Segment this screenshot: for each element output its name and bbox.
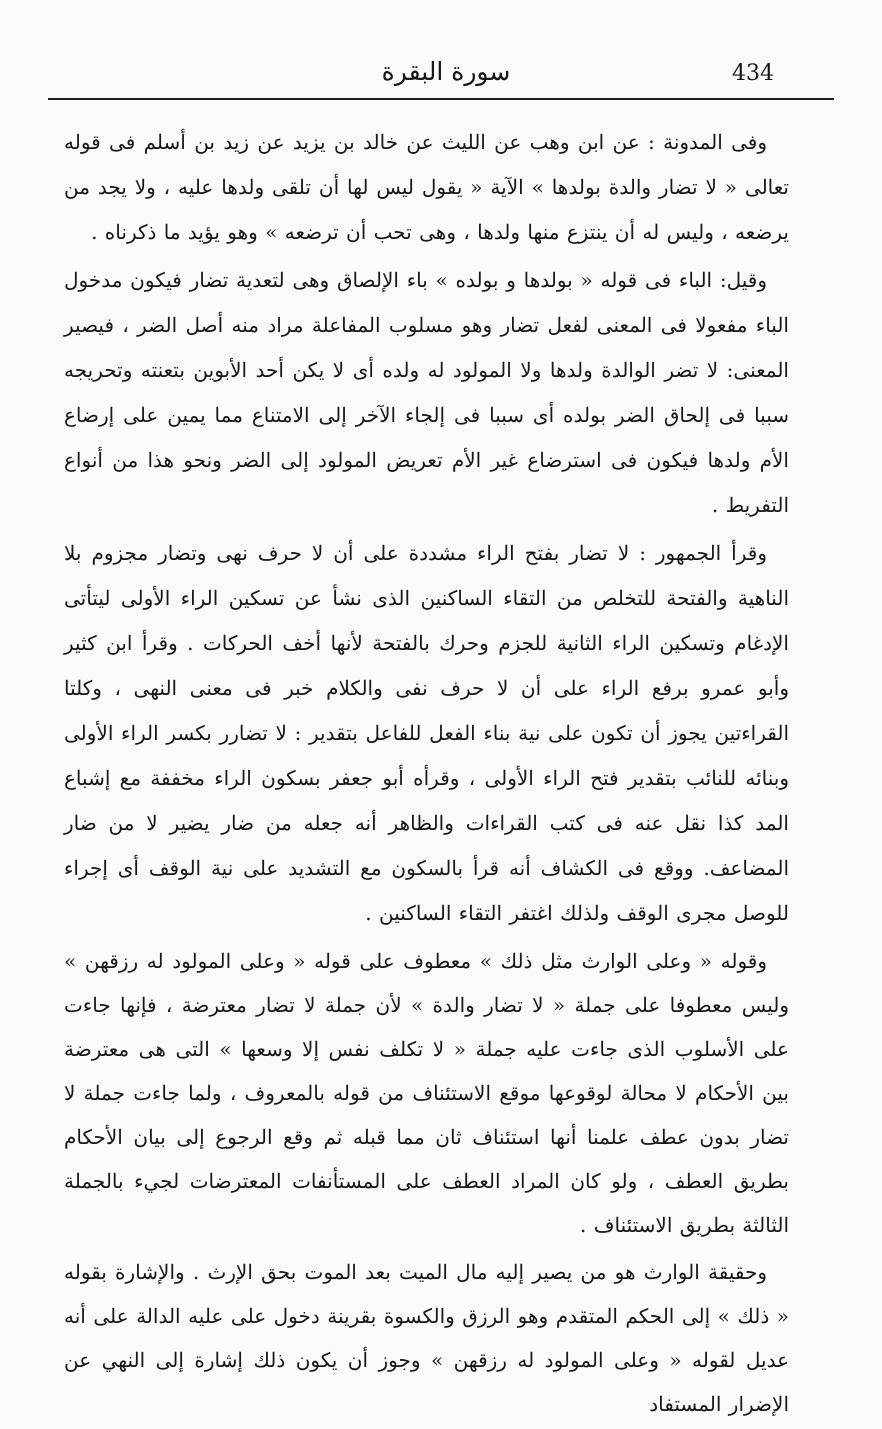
header-rule bbox=[48, 98, 834, 100]
paragraph: وقيل: الباء فى قوله « بولدها و بولده » باء الإلصاق وهى لتعدية تضار فيكون مدخول الباء مفعولا فى المعنى لفعل تضار وهو مسلوب المفاعلة مراد منه أصل الضر ، فيصير المعنى: لا تضر الوالدة ولدها ولا المولود له ولده أى لا يكن أحد الأبوين بتعنته وتحريجه سببا فى إلحاق الضر بولده أى سببا فى إلجاء الآخر إلى الامتناع مما يمين على إرضاع الأم ولدها فيكون فى استرضاع غير الأم تعريض المولود إلى الضر ونحو هذا من أنواع التفريط . bbox=[64, 268, 789, 517]
page-number: 434 bbox=[732, 61, 774, 86]
page-header bbox=[48, 52, 834, 98]
running-title: سورة البقرة bbox=[381, 57, 511, 86]
paragraph: وقوله « وعلى الوارث مثل ذلك » معطوف على قوله « وعلى المولود له رزقهن » وليس معطوفا على جملة « لا تضار والدة » لأن جملة لا تضار معترضة ، فإنها جاءت على الأسلوب الذى جاءت عليه جملة « لا تكلف نفس إلا وسعها » التى هى معترضة بين الأحكام لا محالة لوقوعها موقع الاستئناف من قوله بالمعروف ، ولما جاءت جملة لا تضار بدون عطف علمنا أنها استئناف ثان مما قبله ثم وقع الرجوع إلى بيان الأحكام بطريق العطف ، ولو كان المراد العطف على المستأنفات المعترضات لجيء بالجملة الثالثة بطريق الاستئناف . bbox=[64, 949, 789, 1237]
paragraph: وفى المدونة : عن ابن وهب عن الليث عن خالد بن يزيد عن زيد بن أسلم فى قوله تعالى « لا تضار والدة بولدها » الآية « يقول ليس لها أن تلقى ولدها عليه ، ولا يجد من يرضعه ، وليس له أن ينتزع منها ولدها ، وهى تحب أن ترضعه » وهو يؤيد ما ذكرناه . bbox=[64, 130, 789, 244]
paragraph: وحقيقة الوارث هو من يصير إليه مال الميت بعد الموت بحق الإرث . والإشارة بقوله « ذلك » إلى الحكم المتقدم وهو الرزق والكسوة بقرينة دخول على عليه الدالة على أنه عديل لقوله « وعلى المولود له رزقهن » وجوز أن يكون ذلك إشارة إلى النهي عن الإضرار المستفاد bbox=[64, 1260, 789, 1416]
paragraph: وقرأ الجمهور : لا تضار بفتح الراء مشددة على أن لا حرف نهى وتضار مجزوم بلا الناهية والفتحة للتخلص من التقاء الساكنين الذى نشأ عن تسكين الراء الأولى ليتأتى الإدغام وتسكين الراء الثانية للجزم وحرك بالفتحة لأنها أخف الحركات . وقرأ ابن كثير وأبو عمرو برفع الراء على أن لا حرف نفى والكلام خبر فى معنى النهى ، وكلتا القراءتين يجوز أن تكون على نية بناء الفعل للفاعل بتقدير : لا تضارر بكسر الراء الأولى وبنائه للنائب بتقدير فتح الراء الأولى ، وقرأه أبو جعفر بسكون الراء مخففة مع إشباع المد كذا نقل عنه فى كتب القراءات والظاهر أنه جعله من ضار يضير لا من ضار المضاعف. ووقع فى الكشاف أنه قرأ بالسكون مع التشديد على نية الوقف أى إجراء للوصل مجرى الوقف ولذلك اغتفر التقاء الساكنين . bbox=[64, 541, 789, 925]
main-text bbox=[64, 120, 789, 1429]
